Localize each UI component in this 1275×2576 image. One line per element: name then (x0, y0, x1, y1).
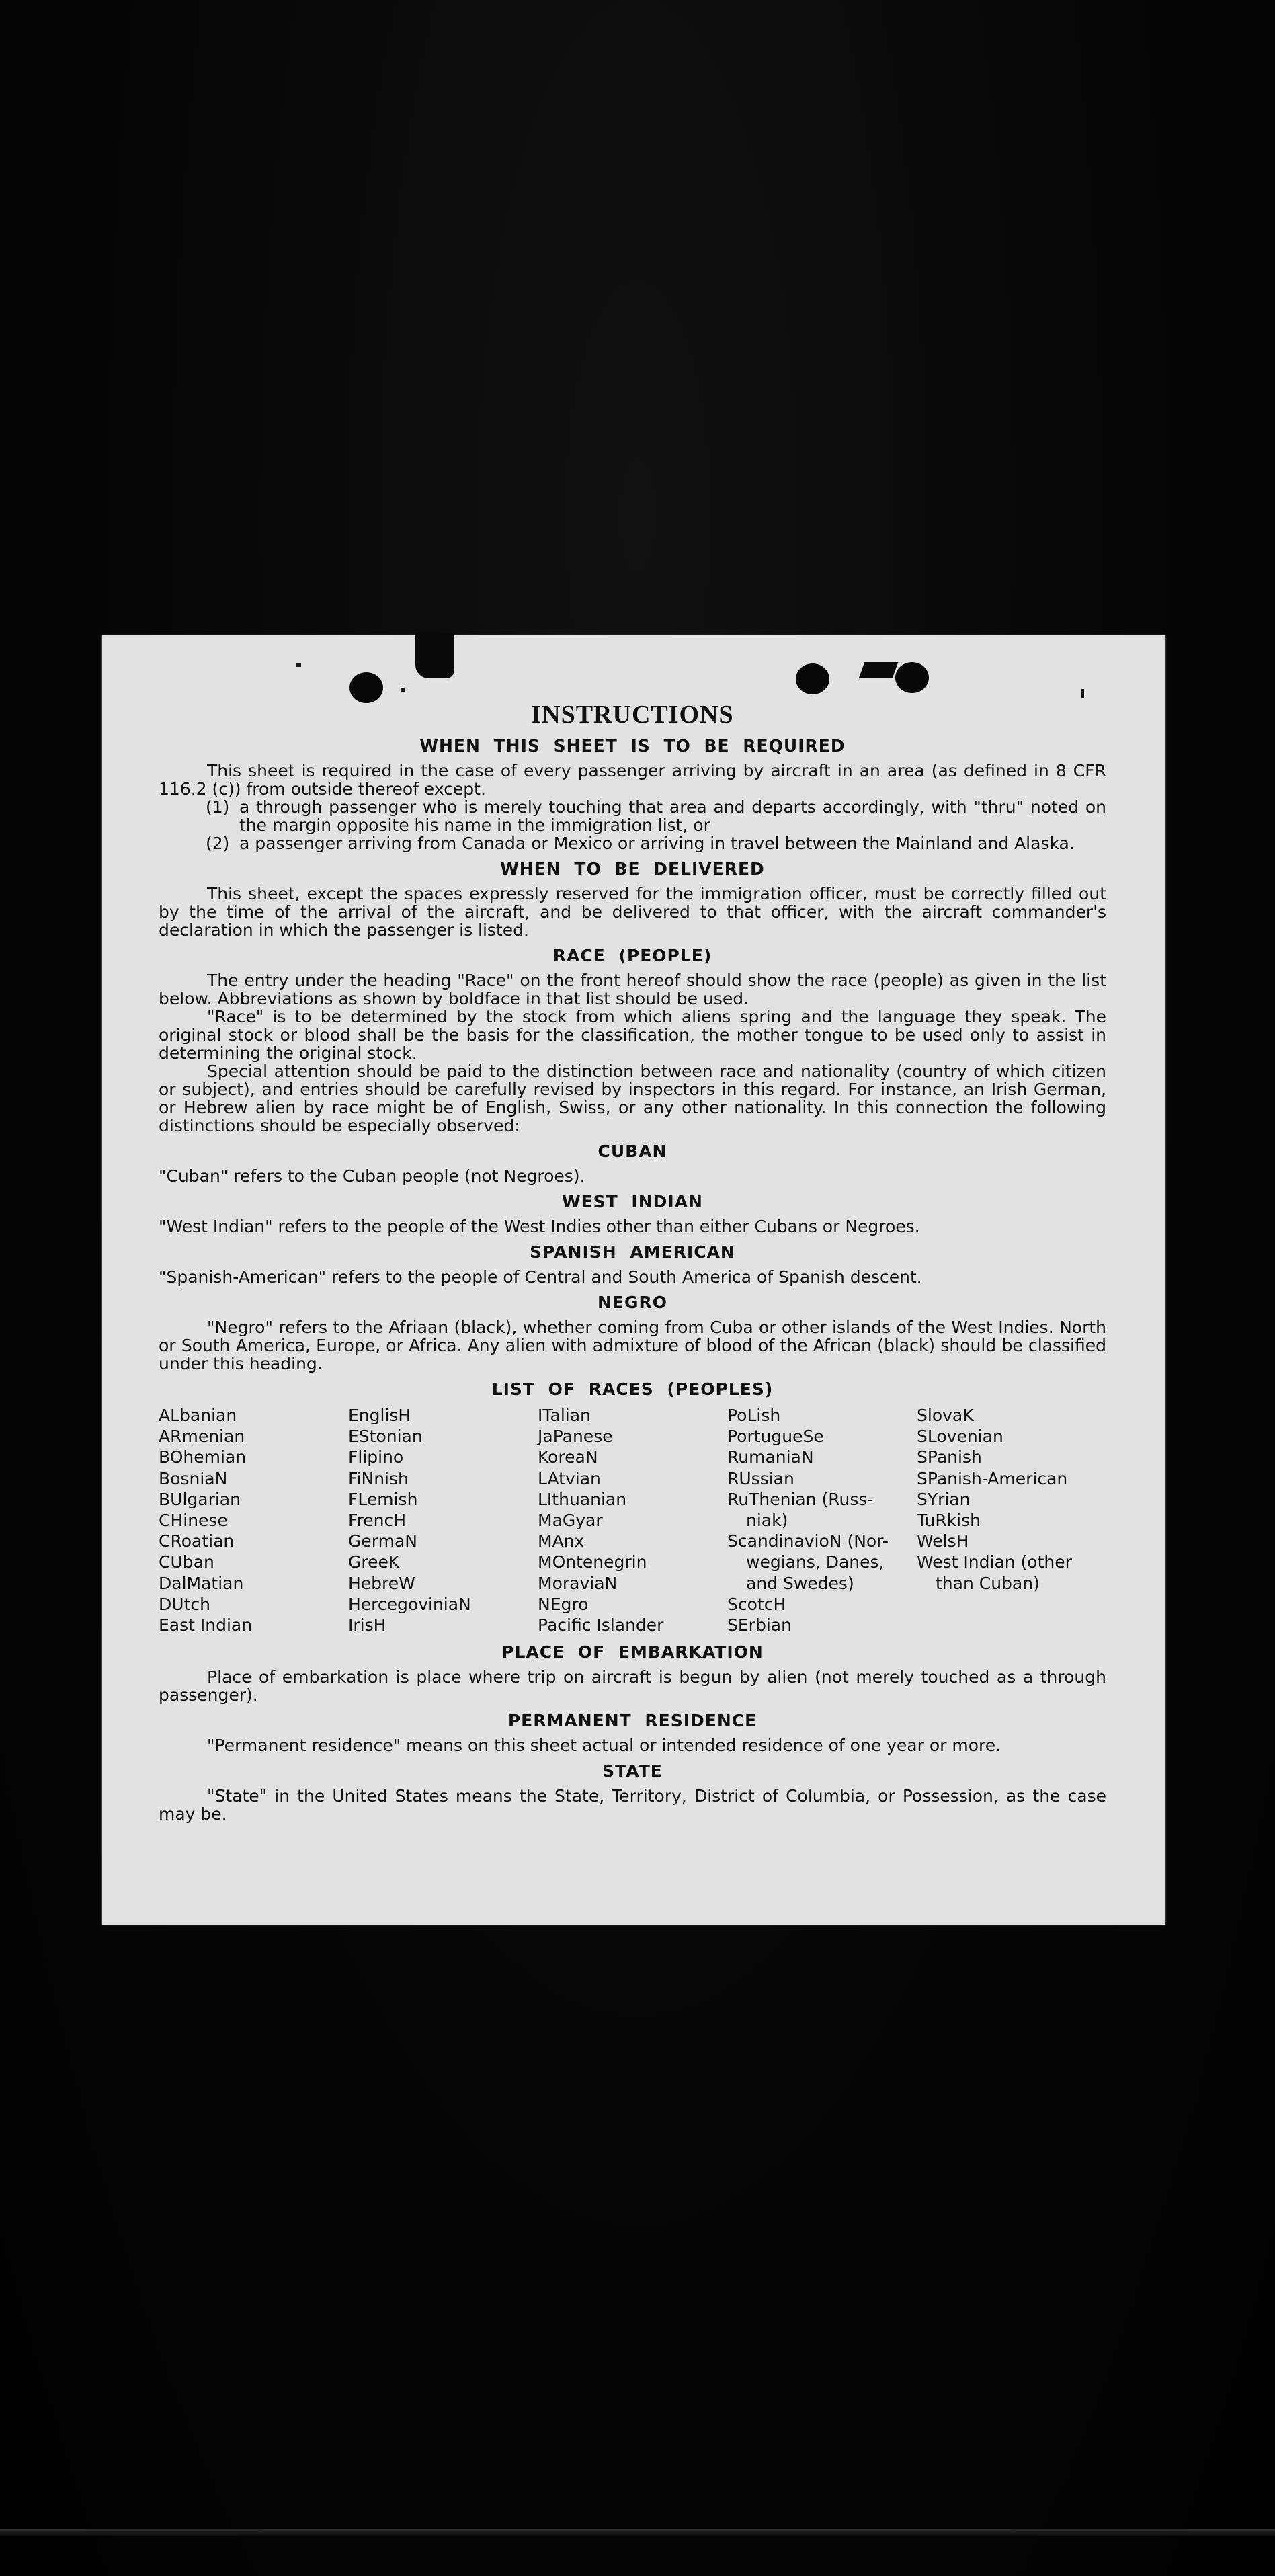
race-entry: East Indian (159, 1615, 253, 1636)
punch-hole-left (349, 672, 383, 703)
race-entry: EnglisH (348, 1406, 411, 1425)
race-entry: PortugueSe (727, 1426, 824, 1447)
section-heading: SPANISH AMERICAN (530, 1242, 735, 1262)
race-entry: MoraviaN (538, 1573, 618, 1593)
section-heading: PLACE OF EMBARKATION (501, 1642, 764, 1662)
race-entry: GermaN (348, 1531, 417, 1552)
torn-corner (415, 633, 454, 678)
paragraph: "Cuban" refers to the Cuban people (not Negroes). (159, 1166, 585, 1186)
race-entry: ITalian (538, 1406, 591, 1425)
speck (1081, 689, 1084, 698)
paragraph: Place of embarkation is place where trip on aircraft is begun by alien (not merely touched as a through passenger). (159, 1667, 1106, 1705)
race-entry: RumaniaN (727, 1447, 814, 1467)
paragraph: This sheet, except the spaces expressly reserved for the immigration officer, must be correctly filled out by the time of the arrival of the aircraft, and be delivered to that officer, with the aircraft commander's declaration in which the passenger is listed. (159, 884, 1106, 940)
race-entry: BOhemian (159, 1447, 247, 1467)
item-number: (2) (206, 834, 230, 853)
race-entry: RuThenian (Russ- (727, 1489, 874, 1509)
race-entry: Pacific Islander (538, 1615, 664, 1636)
race-entry: ARmenian (159, 1426, 245, 1447)
race-column (348, 1405, 538, 1636)
speck (401, 688, 405, 692)
speck (296, 663, 301, 667)
punch-hole-center (796, 663, 829, 694)
race-entry: SPanish (917, 1447, 982, 1467)
document-body (159, 700, 1106, 1823)
race-entry: JaPanese (538, 1426, 613, 1447)
section-heading: PERMANENT RESIDENCE (507, 1711, 757, 1731)
section-heading: WHEN TO BE DELIVERED (500, 859, 765, 879)
race-entry: SLovenian (917, 1426, 1003, 1447)
punch-hole-right (895, 662, 929, 693)
race-entry: HercegoviniaN (348, 1594, 471, 1614)
race-entry-continued: niak) (746, 1511, 788, 1531)
race-column (538, 1405, 727, 1636)
race-entry: PoLish (727, 1406, 781, 1425)
paragraph: "West Indian" refers to the people of the West Indies other than either Cubans or Negroes. (159, 1217, 920, 1236)
race-entry: SPanish-American (917, 1468, 1068, 1488)
section-heading: RACE (PEOPLE) (552, 946, 712, 965)
race-entry: ScotcH (727, 1594, 786, 1614)
race-entry-continued: wegians, Danes, (746, 1552, 885, 1572)
race-entry: West Indian (other (917, 1552, 1072, 1572)
race-column (917, 1405, 1106, 1636)
document-title: INSTRUCTIONS (531, 700, 734, 729)
race-entry: DUtch (159, 1594, 210, 1614)
race-entry: CHinese (159, 1511, 228, 1531)
paragraph: Special attention should be paid to the distinction between race and nationality (country of which citizen or subject), and entries should be carefully revised by inspectors in this regard. For instance, an Irish German, or Hebrew alien by race might be of English, Swiss, or any other nationality. In this connection the following distinctions should be especially observed: (159, 1061, 1106, 1135)
race-entry: HebreW (348, 1573, 415, 1593)
race-entry: CRoatian (159, 1531, 235, 1552)
race-entry: NEgro (538, 1594, 589, 1614)
scanner-edge-strip (0, 2529, 1275, 2536)
race-entry: SYrian (917, 1489, 971, 1509)
race-entry: ALbanian (159, 1406, 237, 1425)
section-heading: WHEN THIS SHEET IS TO BE REQUIRED (419, 736, 846, 756)
paragraph: "State" in the United States means the State, Territory, District of Columbia, or Possession, as the case may be. (159, 1786, 1106, 1824)
race-entry: FrencH (348, 1511, 407, 1531)
paragraph: "Permanent residence" means on this sheet actual or intended residence of one year or more. (207, 1736, 1001, 1756)
paragraph: "Negro" refers to the Afriaan (black), whether coming from Cuba or other islands of the West Indies. North or South America, Europe, or Africa. Any alien with admixture of blood of the African (black) should be classified under this heading. (159, 1318, 1106, 1373)
section-heading: NEGRO (597, 1293, 668, 1312)
paragraph: "Spanish-American" refers to the people of Central and South America of Spanish descent. (159, 1267, 922, 1287)
race-entry: Flipino (348, 1447, 404, 1467)
race-entry: CUban (159, 1552, 214, 1572)
race-entry: DalMatian (159, 1573, 244, 1593)
race-column (159, 1405, 348, 1636)
race-entry-continued: than Cuban) (936, 1573, 1040, 1593)
paragraph: "Race" is to be determined by the stock from which aliens spring and the language they speak. The original stock or blood shall be the basis for the classification, the mother tongue to be used only to assist in determining the original stock. (159, 1007, 1106, 1063)
race-entry: RUssian (727, 1468, 794, 1488)
paragraph: This sheet is required in the case of every passenger arriving by aircraft in an area (as defined in 8 CFR 116.2 (c)) from outside thereof except. (159, 761, 1106, 799)
race-entry: FLemish (348, 1489, 418, 1509)
race-entry-continued: and Swedes) (746, 1573, 854, 1593)
section-heading: CUBAN (598, 1141, 667, 1161)
races-heading: LIST OF RACES (PEOPLES) (491, 1379, 774, 1399)
race-entry: TuRkish (917, 1511, 981, 1531)
item-text: a through passenger who is merely touching that area and departs accordingly, with "thru" noted on the margin opposite his name in the immigration list, or (239, 797, 1106, 835)
race-entry: IrisH (348, 1615, 386, 1636)
race-entry: BUlgarian (159, 1489, 241, 1509)
item-number: (1) (206, 797, 230, 817)
exception-item (159, 798, 1106, 834)
race-entry: EStonian (348, 1426, 423, 1447)
race-entry: MaGyar (538, 1511, 603, 1531)
race-entry: MOntenegrin (538, 1552, 647, 1572)
section-heading: STATE (602, 1761, 663, 1781)
race-entry: MAnx (538, 1531, 585, 1552)
item-text: a passenger arriving from Canada or Mexico or arriving in travel between the Mainland and Alaska. (239, 834, 1075, 853)
race-entry: KoreaN (538, 1447, 598, 1467)
paragraph: The entry under the heading "Race" on the front hereof should show the race (people) as given in the list below. Abbreviations as shown by boldface in that list should be used. (159, 971, 1106, 1008)
tape-remnant (859, 662, 899, 678)
race-entry: BosniaN (159, 1468, 228, 1488)
race-entry: ScandinavioN (Nor- (727, 1531, 889, 1552)
race-entry: SlovaK (917, 1406, 974, 1425)
race-entry: LAtvian (538, 1468, 601, 1488)
document-sheet (102, 635, 1165, 1925)
race-entry: FiNnish (348, 1468, 409, 1488)
race-entry: WelsH (917, 1531, 969, 1552)
section-heading: WEST INDIAN (562, 1192, 703, 1211)
exception-item (159, 834, 1106, 852)
race-entry: LIthuanian (538, 1489, 627, 1509)
race-column (727, 1405, 917, 1636)
race-list (159, 1405, 1106, 1636)
race-entry: GreeK (348, 1552, 400, 1572)
race-entry: SErbian (727, 1615, 792, 1636)
